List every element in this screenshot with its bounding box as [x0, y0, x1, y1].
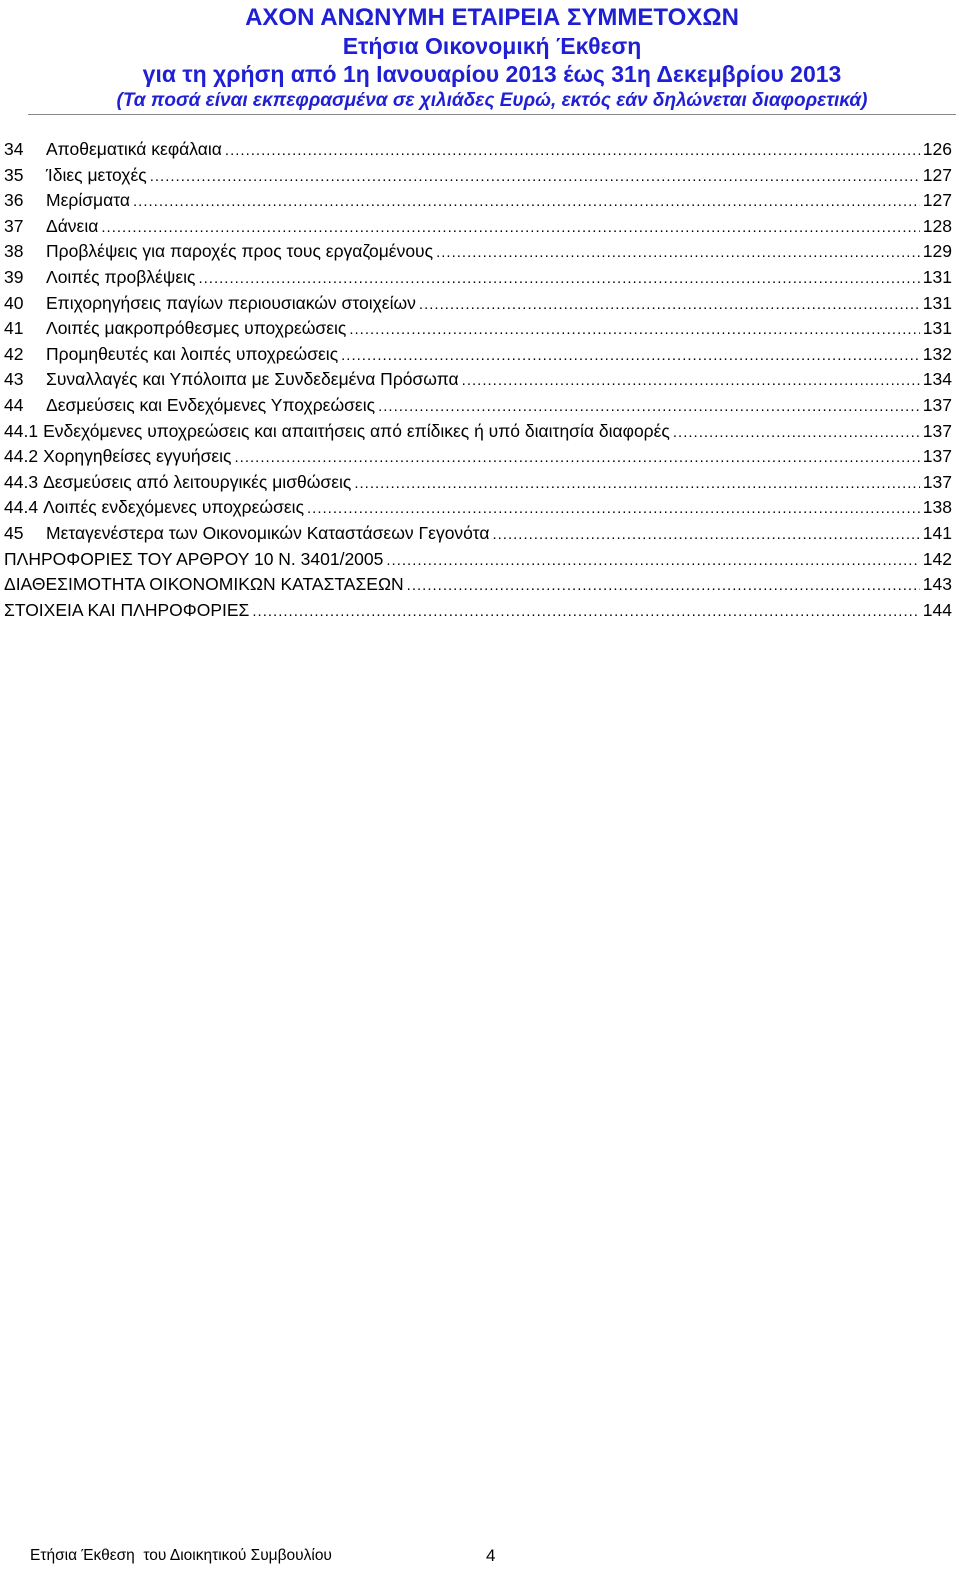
toc-entry-page: 128: [922, 215, 952, 236]
toc-entry-title: Προβλέψεις για παροχές προς τους εργαζομένους: [46, 241, 434, 262]
toc-entry-title: Επιχορηγήσεις παγίων περιουσιακών στοιχείων: [46, 292, 416, 313]
toc-entry[interactable]: [4, 444, 952, 470]
toc-entry-page: 142: [922, 548, 952, 569]
toc-entry-page: 129: [922, 241, 952, 262]
toc-entry-page: 131: [922, 318, 952, 339]
toc-dot-leader: [673, 420, 920, 446]
toc-entry-page: 138: [922, 497, 952, 518]
toc-dot-leader: [349, 317, 919, 343]
toc-entry-number: 45: [4, 522, 24, 543]
toc-entry-number: 41: [4, 318, 24, 339]
toc-entry-page: 137: [922, 420, 952, 441]
toc-entry-number: 34: [4, 139, 24, 159]
toc-dot-leader: [419, 292, 920, 318]
toc-dot-leader: [307, 496, 920, 522]
toc-entry[interactable]: [4, 163, 952, 189]
toc-entry[interactable]: [4, 291, 952, 317]
report-period: για τη χρήση από 1η Ιανουαρίου 2013 έως 31η Δεκεμβρίου 2013: [142, 61, 842, 87]
toc-entry-number: 44: [4, 394, 24, 415]
toc-entry[interactable]: [4, 137, 952, 163]
toc-entry-page: 127: [922, 164, 952, 185]
toc-entry-title: Δεσμεύσεις και Ενδεχόμενες Υποχρεώσεις: [46, 394, 376, 415]
currency-note: (Τα ποσά είναι εκπεφρασμένα σε χιλιάδες Ευρώ, εκτός εάν δηλώνεται διαφορετικά): [116, 90, 868, 111]
toc-entry-page: 137: [922, 446, 952, 467]
toc-entry-title: Αποθεματικά κεφάλαια: [46, 139, 222, 159]
toc-entry-page: 126: [922, 139, 952, 159]
toc-entry-page: 137: [922, 394, 952, 415]
toc-entry[interactable]: [4, 598, 952, 624]
toc-entry-page: 134: [922, 369, 952, 390]
toc-entry-number: 43: [4, 369, 24, 390]
toc-entry-title: Λοιπές μακροπρόθεσμες υποχρεώσεις: [46, 318, 347, 339]
toc-entry-number: 44.3: [4, 471, 39, 492]
toc-entry-number: 37: [4, 215, 24, 236]
toc-dot-leader: [225, 138, 920, 164]
report-title: Ετήσια Οικονομική Έκθεση: [342, 33, 642, 59]
toc-entry-number: 39: [4, 266, 24, 287]
toc-entry-title: Ενδεχόμενες υποχρεώσεις και απαιτήσεις από επίδικες ή υπό διαιτησία διαφορές: [43, 420, 670, 441]
toc-entry-title: Προμηθευτές και λοιπές υποχρεώσεις: [46, 343, 339, 364]
toc-entry-title: Μεταγενέστερα των Οικονομικών Καταστάσεων Γεγονότα: [46, 522, 490, 543]
toc-entry-number: 44.1: [4, 420, 39, 441]
toc-entry-page: 143: [922, 574, 952, 595]
toc-entry[interactable]: [4, 470, 952, 496]
toc-entry-number: 40: [4, 292, 24, 313]
toc-entry[interactable]: [4, 214, 952, 240]
toc-entry[interactable]: [4, 393, 952, 419]
toc-entry-number: 44.4: [4, 497, 39, 518]
toc-dot-leader: [354, 471, 919, 497]
page-number: 4: [486, 1546, 496, 1565]
toc-entry[interactable]: [4, 547, 952, 573]
toc-entry-title: Συναλλαγές και Υπόλοιπα με Συνδεδεμένα Πρόσωπα: [46, 369, 459, 390]
toc-dot-leader: [150, 164, 920, 190]
toc-dot-leader: [235, 445, 920, 471]
toc-entry-title: Δεσμεύσεις από λειτουργικές μισθώσεις: [43, 471, 352, 492]
toc-dot-leader: [386, 548, 919, 574]
toc-entry[interactable]: [4, 239, 952, 265]
toc-entry-title: ΔΙΑΘΕΣΙΜΟΤΗΤΑ ΟΙΚΟΝΟΜΙΚΩΝ ΚΑΤΑΣΤΑΣΕΩΝ: [4, 574, 404, 595]
toc-dot-leader: [341, 343, 920, 369]
toc-entry[interactable]: [4, 521, 952, 547]
toc-entry-page: 144: [922, 599, 952, 620]
toc-entry-title: Λοιπές ενδεχόμενες υποχρεώσεις: [43, 497, 305, 518]
table-of-contents: [4, 137, 952, 623]
toc-entry-page: 132: [922, 343, 952, 364]
toc-entry-title: ΣΤΟΙΧΕΙΑ ΚΑΙ ΠΛΗΡΟΦΟΡΙΕΣ: [4, 599, 250, 620]
toc-entry[interactable]: [4, 316, 952, 342]
page-header: [28, 0, 956, 114]
toc-entry[interactable]: [4, 419, 952, 445]
footer-text: Ετήσια Έκθεση του Διοικητικού Συμβουλίου: [30, 1547, 332, 1564]
toc-entry[interactable]: [4, 342, 952, 368]
toc-dot-leader: [198, 266, 919, 292]
toc-entry-page: 141: [922, 522, 952, 543]
toc-entry[interactable]: [4, 495, 952, 521]
toc-entry-number: 42: [4, 343, 24, 364]
toc-entry[interactable]: [4, 367, 952, 393]
header-divider: [28, 114, 956, 115]
company-name: ΑΧΟΝ ΑΝΩΝΥΜΗ ΕΤΑΙΡΕΙΑ ΣΥΜΜΕΤΟΧΩΝ: [245, 4, 739, 31]
toc-dot-leader: [492, 522, 919, 548]
toc-entry-number: 44.2: [4, 446, 39, 467]
toc-entry-title: Ίδιες μετοχές: [46, 164, 147, 185]
toc-entry-title: Λοιπές προβλέψεις: [46, 266, 196, 287]
toc-entry[interactable]: [4, 265, 952, 291]
toc-entry-title: Χορηγηθείσες εγγυήσεις: [43, 446, 232, 467]
toc-dot-leader: [378, 394, 920, 420]
toc-entry-page: 127: [922, 190, 952, 211]
toc-entry-title: ΠΛΗΡΟΦΟΡΙΕΣ ΤΟΥ ΑΡΘΡΟΥ 10 Ν. 3401/2005: [4, 548, 384, 569]
toc-entry[interactable]: [4, 572, 952, 598]
toc-entry-number: 35: [4, 164, 24, 185]
toc-dot-leader: [101, 215, 919, 241]
toc-dot-leader: [462, 368, 920, 394]
toc-dot-leader: [133, 189, 920, 215]
toc-entry-number: 38: [4, 241, 24, 262]
toc-dot-leader: [252, 599, 919, 625]
toc-entry-page: 131: [922, 266, 952, 287]
toc-entry-page: 137: [922, 471, 952, 492]
toc-entry-page: 131: [922, 292, 952, 313]
toc-dot-leader: [436, 240, 920, 266]
toc-entry[interactable]: [4, 188, 952, 214]
toc-entry-title: Μερίσματα: [46, 190, 131, 211]
toc-dot-leader: [407, 573, 920, 599]
toc-entry-title: Δάνεια: [46, 215, 99, 236]
toc-entry-number: 36: [4, 190, 24, 211]
